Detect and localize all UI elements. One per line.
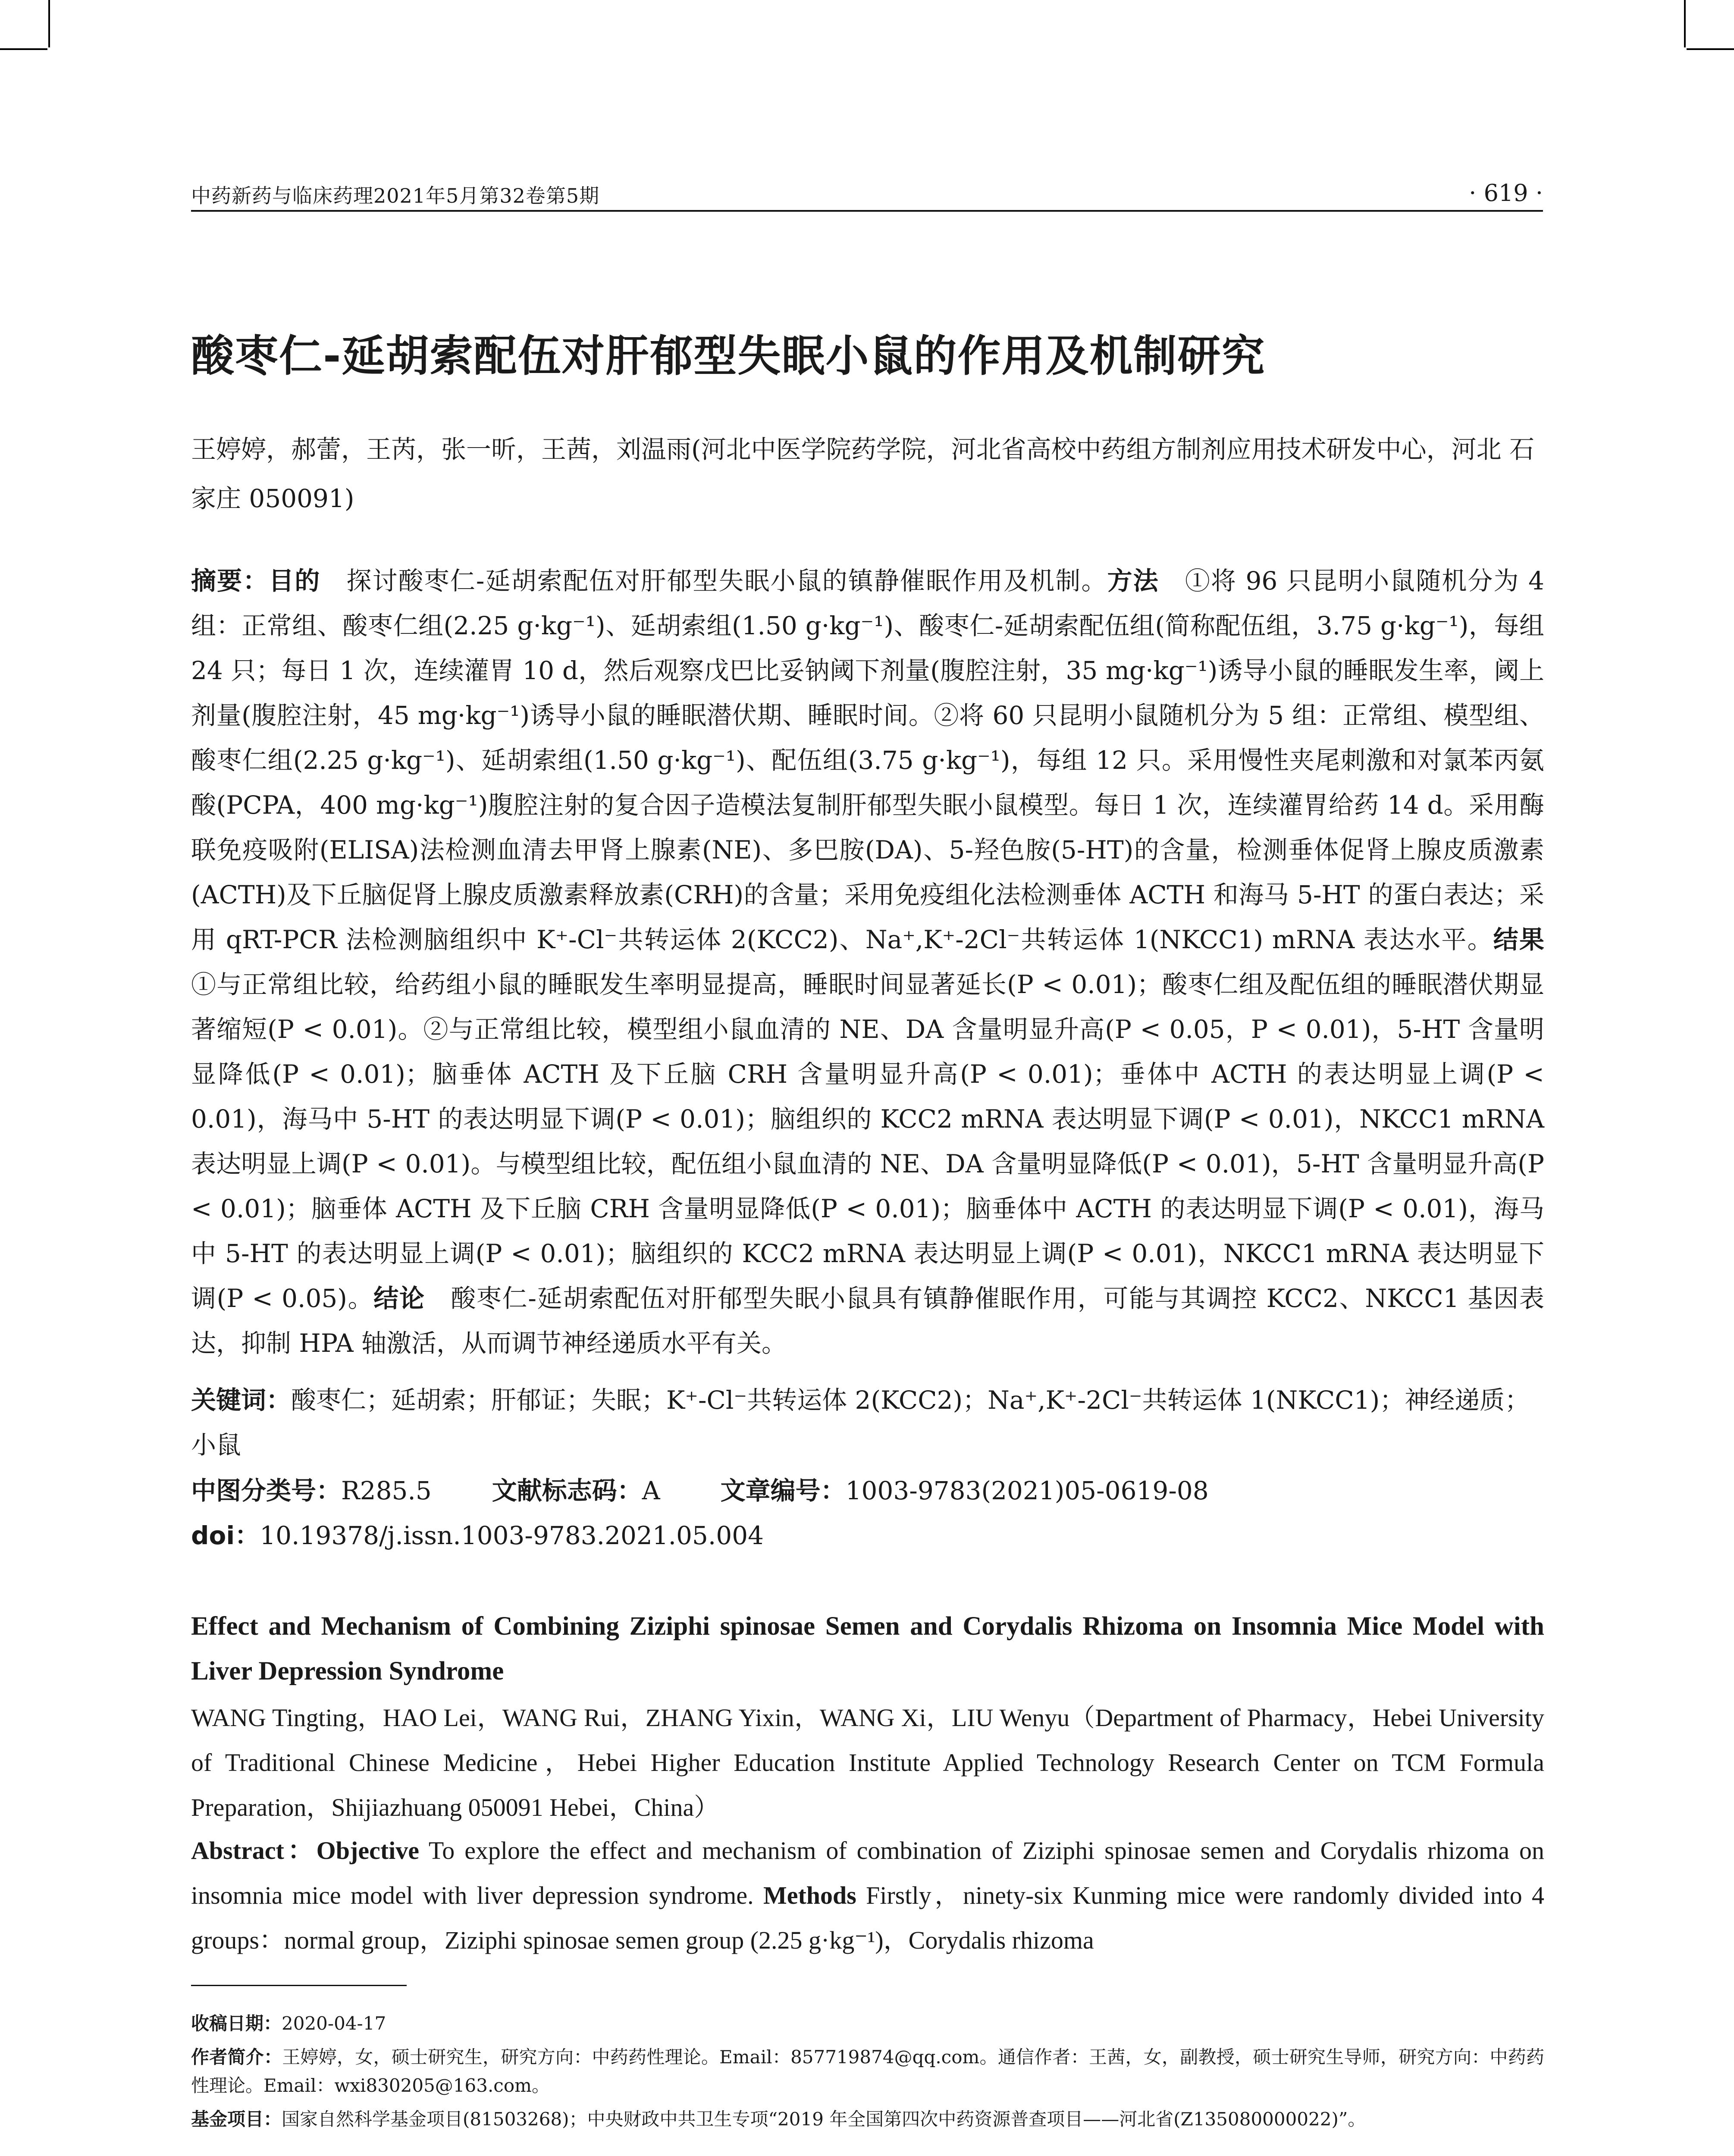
abstract-zh <box>191 558 1544 1366</box>
abstract-label: 摘要： <box>191 566 269 595</box>
article-metadata <box>191 1468 1544 1558</box>
fund-label: 基金项目： <box>191 2109 282 2130</box>
page-number: · 619 · <box>1469 179 1543 207</box>
article-number-value: 1003-9783(2021)05-0619-08 <box>845 1476 1209 1505</box>
classification-line <box>191 1468 1544 1513</box>
footnotes <box>191 2009 1544 2139</box>
abstract-label-en: Abstract： <box>191 1836 317 1865</box>
authors-zh: 王婷婷，郝蕾，王芮，张一昕，王茜，刘温雨(河北中医学院药学院，河北省高校中药组方制剂应用技术研发中心，河北 石家庄 050091) <box>191 435 1535 513</box>
running-header <box>191 180 1543 210</box>
header-rule <box>191 210 1543 212</box>
methods-text: ①将 96 只昆明小鼠随机分为 4 组：正常组、酸枣仁组(2.25 g·kg⁻¹)、延胡索组(1.50 g·kg⁻¹)、酸枣仁-延胡索配伍组(简称配伍组，3.75 g·kg⁻¹)，每组 24 只；每日 1 次，连续灌胃 10 d，然后观察戊巴比妥钠阈下剂量(腹腔注射，35 mg·kg⁻¹)诱导小鼠的睡眠发生率，阈上剂量(腹腔注射，45 mg·kg⁻¹)诱导小鼠的睡眠潜伏期、睡眠时间。②将 60 只昆明小鼠随机分为 5 组：正常组、模型组、酸枣仁组(2.25 g·kg⁻¹)、延胡索组(1.50 g·kg⁻¹)、配伍组(3.75 g·kg⁻¹)，每组 12 只。采用慢性夹尾刺激和对氯苯丙氨酸(PCPA，400 mg·kg⁻¹)腹腔注射的复合因子造模法复制肝郁型失眠小鼠模型。每日 1 次，连续灌胃给药 14 d。采用酶联免疫吸附(ELISA)法检测血清去甲肾上腺素(NE)、多巴胺(DA)、5-羟色胺(5-HT)的含量，检测垂体促肾上腺皮质激素(ACTH)及下丘脑促肾上腺皮质激素释放素(CRH)的含量；采用免疫组化法检测垂体 ACTH 和海马 5-HT 的蛋白表达；采用 qRT-PCR 法检测脑组织中 K⁺-Cl⁻共转运体 2(KCC2)、Na⁺,K⁺-2Cl⁻共转运体 1(NKCC1) mRNA 表达水平。 <box>191 566 1544 954</box>
fund-info: 国家自然科学基金项目(81503268)；中央财政中共卫生专项“2019 年全国第四次中药资源普查项目——河北省(Z135080000022)”。 <box>282 2109 1366 2130</box>
article-number-label: 文章编号： <box>720 1476 846 1505</box>
methods-label: 方法 <box>1107 566 1159 595</box>
clc-value: R285.5 <box>341 1476 432 1505</box>
received-date: 2020-04-17 <box>282 2013 386 2034</box>
methods-label-en: Methods <box>763 1881 856 1909</box>
objective-text-en: To explore the effect and mechanism of combination of Ziziphi spinosae semen and Corydalis rhizoma on insomnia mice model with liver depression syndrome. <box>191 1836 1544 1909</box>
doccode-label: 文献标志码： <box>492 1476 642 1505</box>
objective-label-en: Objective <box>316 1836 420 1865</box>
author-info-label: 作者简介： <box>191 2046 282 2068</box>
crop-mark <box>0 48 47 50</box>
received-label: 收稿日期： <box>191 2013 282 2034</box>
crop-mark <box>1684 0 1686 47</box>
journal-name: 中药新药与临床药理2021年5月第32卷第5期 <box>191 184 600 207</box>
crop-mark <box>48 0 50 47</box>
crop-mark <box>1687 48 1734 50</box>
conclusion-label: 结论 <box>373 1284 425 1313</box>
conclusion-text: 酸枣仁-延胡索配伍对肝郁型失眠小鼠具有镇静催眠作用，可能与其调控 KCC2、NKCC1 基因表达，抑制 HPA 轴激活，从而调节神经递质水平有关。 <box>191 1284 1544 1358</box>
paper-title-en: Effect and Mechanism of Combining Ziziphi spinosae Semen and Corydalis Rhizoma on Insomnia Mice Model with Liver Depression Syndrome <box>191 1612 1544 1686</box>
keywords-zh <box>191 1378 1544 1467</box>
footnote-received <box>191 2009 1544 2038</box>
methods-text-en: Firstly，ninety-six Kunming mice were randomly divided into 4 groups：normal group，Ziziphi spinosae semen group (2.25 g·kg⁻¹)，Corydalis rhizoma <box>191 1881 1545 1954</box>
paper-title-zh: 酸枣仁-延胡索配伍对肝郁型失眠小鼠的作用及机制研究 <box>191 331 1266 381</box>
author-info: 王婷婷，女，硕士研究生，研究方向：中药药性理论。Email：857719874@qq.com。通信作者：王茜，女，副教授，硕士研究生导师，研究方向：中药药性理论。Email：wxi830205@163.com。 <box>191 2046 1544 2096</box>
results-text: ①与正常组比较，给药组小鼠的睡眠发生率明显提高，睡眠时间显著延长(P < 0.01)；酸枣仁组及配伍组的睡眠潜伏期显著缩短(P < 0.01)。②与正常组比较，模型组小鼠血清的 NE、DA 含量明显升高(P < 0.05，P < 0.01)，5-HT 含量明显降低(P < 0.01)；脑垂体 ACTH 及下丘脑 CRH 含量明显升高(P < 0.01)；垂体中 ACTH 的表达明显上调(P < 0.01)，海马中 5-HT 的表达明显下调(P < 0.01)；脑组织的 KCC2 mRNA 表达明显下调(P < 0.01)，NKCC1 mRNA 表达明显上调(P < 0.01)。与模型组比较，配伍组小鼠血清的 NE、DA 含量明显降低(P < 0.01)，5-HT 含量明显升高(P < 0.01)；脑垂体 ACTH 及下丘脑 CRH 含量明显降低(P < 0.01)；脑垂体中 ACTH 的表达明显下调(P < 0.01)，海马中 5-HT 的表达明显上调(P < 0.01)；脑组织的 KCC2 mRNA 表达明显上调(P < 0.01)，NKCC1 mRNA 表达明显下调(P < 0.05)。 <box>191 970 1545 1313</box>
footnote-fund <box>191 2105 1544 2134</box>
results-label: 结果 <box>1493 925 1544 954</box>
abstract-en <box>191 1828 1544 1963</box>
objective-text: 探讨酸枣仁-延胡索配伍对肝郁型失眠小鼠的镇静催眠作用及机制。 <box>346 566 1107 595</box>
keywords-label: 关键词： <box>191 1385 292 1415</box>
doccode-value: A <box>642 1476 660 1505</box>
footnote-rule <box>191 1985 407 1986</box>
doi-line <box>191 1513 1544 1558</box>
objective-label: 目的 <box>269 566 321 595</box>
doi-label: doi： <box>191 1521 260 1550</box>
clc-label: 中图分类号： <box>191 1476 342 1505</box>
keywords-text: 酸枣仁；延胡索；肝郁证；失眠；K⁺-Cl⁻共转运体 2(KCC2)；Na⁺,K⁺-2Cl⁻共转运体 1(NKCC1)；神经递质；小鼠 <box>191 1385 1530 1460</box>
doi-value: 10.19378/j.issn.1003-9783.2021.05.004 <box>260 1521 764 1550</box>
footnote-author <box>191 2043 1544 2100</box>
authors-en: WANG Tingting，HAO Lei，WANG Rui，ZHANG Yixin，WANG Xi，LIU Wenyu（Department of Pharmacy，Hebei University of Traditional Chinese Medicine，Hebei Higher Education Institute Applied Technology Research Center on TCM Formula Preparation，Shijiazhuang 050091 Hebei，China） <box>191 1704 1544 1821</box>
